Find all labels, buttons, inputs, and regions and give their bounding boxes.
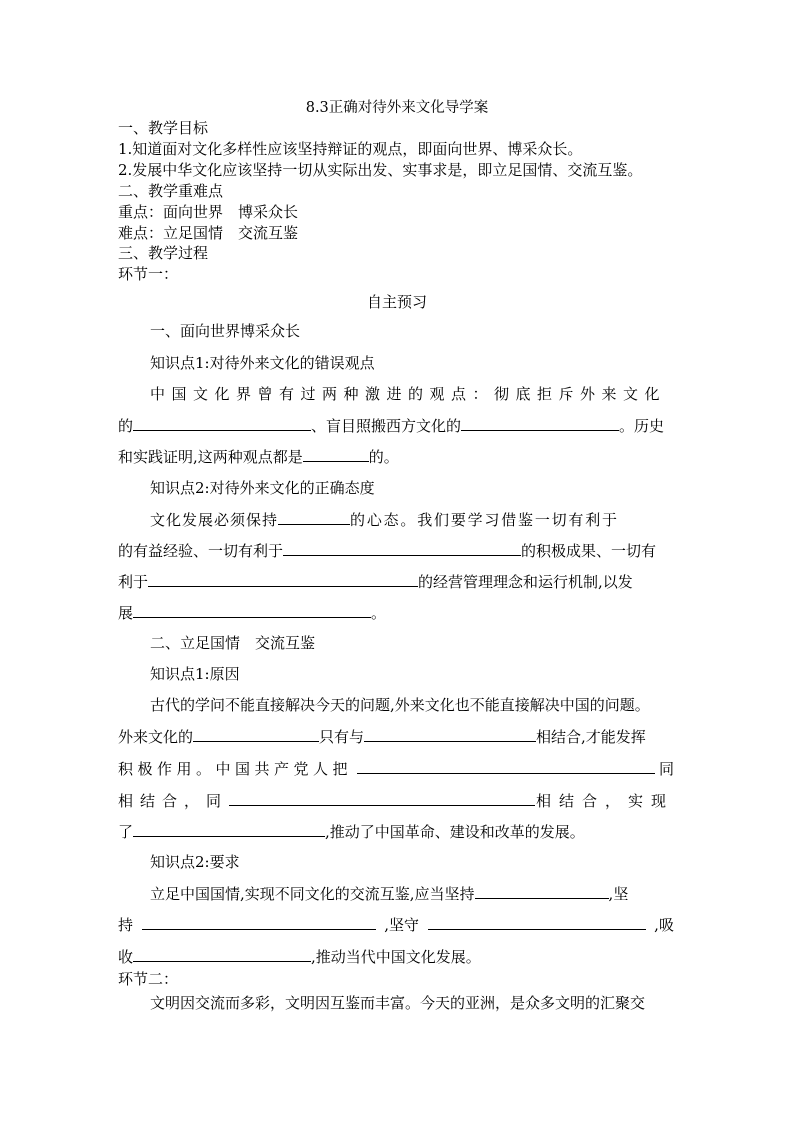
stage-two-label: 环节二： — [118, 970, 179, 988]
goal-2: 2.发展中华文化应该坚持一切从实际出发、实事求是，即立足国情、交流互鉴。 — [118, 161, 643, 179]
text: 展 — [118, 604, 134, 622]
paragraph-1-line-1-text: 中国文化界曾有过两种激进的观点：彻底拒斥外来文化 — [150, 385, 667, 403]
text: 文化发展必须保持 — [150, 511, 279, 529]
fill-blank[interactable] — [133, 821, 325, 837]
text: ,推动了中国革命、建设和改革的发展。 — [325, 823, 585, 841]
fill-blank[interactable] — [193, 726, 319, 742]
key-point: 重点：面向世界 博采众长 — [118, 203, 299, 221]
paragraph-2-line-2 — [118, 540, 656, 561]
paragraph-3-line-1: 古代的学问不能直接解决今天的问题,外来文化也不能直接解决中国的问题。 — [150, 696, 650, 714]
fill-blank[interactable] — [278, 509, 350, 525]
fill-blank[interactable] — [148, 571, 418, 587]
heading-key-points: 二、教学重难点 — [118, 182, 224, 200]
knowledge-point-1: 知识点1:对待外来文化的错误观点 — [150, 354, 375, 372]
fill-blank[interactable] — [475, 883, 609, 899]
paragraph-2-line-3 — [118, 571, 633, 592]
text: 相结合，同 — [118, 792, 229, 810]
text: 立足中国国情,实现不同文化的交流互鉴,应当坚持 — [150, 885, 475, 903]
paragraph-1-line-2 — [118, 415, 664, 436]
paragraph-4-line-1 — [150, 883, 628, 904]
paragraph-4-line-3 — [118, 946, 481, 967]
paragraph-1-line-3 — [118, 446, 399, 467]
paragraph-3-line-2 — [118, 726, 646, 747]
fill-blank[interactable] — [283, 540, 521, 556]
text: ,坚守 — [384, 916, 419, 934]
heading-process: 三、教学过程 — [118, 244, 209, 262]
section-two-heading: 二、立足国情 交流互鉴 — [150, 634, 316, 652]
text: 的 — [118, 417, 134, 435]
fill-blank[interactable] — [428, 914, 646, 930]
paragraph-4-line-2 — [118, 914, 674, 935]
text: 同 — [658, 760, 674, 778]
fill-blank[interactable] — [133, 602, 371, 618]
fill-blank[interactable] — [364, 726, 536, 742]
fill-blank[interactable] — [461, 415, 619, 431]
paragraph-2-line-1 — [150, 509, 619, 530]
knowledge-point-3: 知识点1:原因 — [150, 665, 240, 683]
fill-blank[interactable] — [133, 946, 311, 962]
text: 收 — [118, 948, 134, 966]
paragraph-3-line-5 — [118, 821, 585, 842]
paragraph-2-line-4 — [118, 602, 386, 623]
text: 、盲目照搬西方文化的 — [311, 417, 462, 435]
paragraph-5-line-1: 文明因交流而多彩，文明因互鉴而丰富。今天的亚洲，是众多文明的汇聚交 — [150, 994, 646, 1012]
paragraph-3-line-3 — [118, 758, 674, 779]
paragraph-3-line-4 — [118, 790, 674, 811]
knowledge-point-2: 知识点2:对待外来文化的正确态度 — [150, 479, 375, 497]
fill-blank[interactable] — [303, 446, 369, 462]
self-study-heading: 自主预习 — [366, 293, 427, 311]
text: 。历史 — [619, 417, 665, 435]
fill-blank[interactable] — [229, 790, 535, 806]
text: 的有益经验、一切有利于 — [118, 542, 284, 560]
text: 。 — [371, 604, 387, 622]
text: ,坚 — [608, 885, 629, 903]
text: 外来文化的 — [118, 728, 194, 746]
text: 的经营管理理念和运行机制,以发 — [418, 573, 633, 591]
text: 利于 — [118, 573, 149, 591]
section-one-heading: 一、面向世界博采众长 — [150, 322, 301, 340]
text: 的积极成果、一切有 — [521, 542, 657, 560]
text: ,推动当代中国文化发展。 — [311, 948, 481, 966]
text: 了 — [118, 823, 134, 841]
difficult-point: 难点：立足国情 交流互鉴 — [118, 224, 299, 242]
fill-blank[interactable] — [357, 758, 655, 774]
text: 只有与 — [319, 728, 365, 746]
text: 的。 — [368, 448, 399, 466]
heading-teaching-goals: 一、教学目标 — [118, 119, 209, 137]
text: 相结合,才能发挥 — [536, 728, 646, 746]
text: 的心态。我们要学习借鉴一切有利于 — [350, 511, 619, 529]
paragraph-1-line-1 — [150, 384, 676, 404]
text: ,吸 — [654, 916, 674, 934]
stage-one-label: 环节一： — [118, 265, 179, 283]
text: 和实践证明,这两种观点都是 — [118, 448, 303, 466]
fill-blank[interactable] — [133, 415, 311, 431]
text: 持 — [118, 916, 134, 934]
text: 积极作用。中国共产党人把 — [118, 760, 353, 778]
fill-blank[interactable] — [142, 914, 376, 930]
text: 相结合，实现 — [535, 792, 674, 810]
knowledge-point-4: 知识点2:要求 — [150, 853, 240, 871]
title: 8.3正确对待外来文化导学案 — [305, 100, 489, 116]
goal-1: 1.知道面对文化多样性应该坚持辩证的观点，即面向世界、博采众长。 — [118, 140, 583, 158]
